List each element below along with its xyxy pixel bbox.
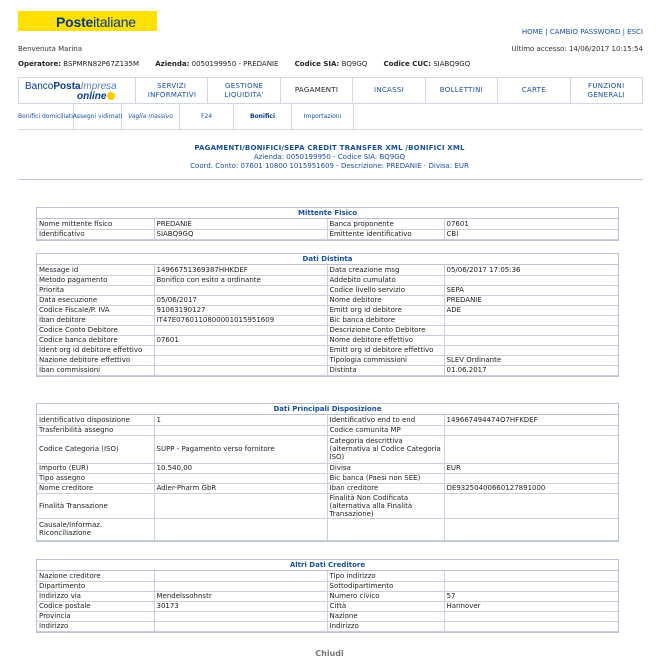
field-value: [154, 473, 327, 483]
table-row: [37, 275, 618, 285]
dati-distinta-panel: [36, 253, 619, 377]
menu-funzioni-generali[interactable]: [571, 78, 642, 103]
distinta-table: [37, 265, 618, 376]
operatore-label: Operatore:: [18, 60, 62, 68]
field-label: Bic banca debitore: [327, 315, 444, 325]
field-value: SUPP - Pagamento verso fornitore: [154, 435, 327, 463]
table-row: [37, 463, 618, 473]
table-row: [37, 591, 618, 601]
posteitaliane-logo: [18, 11, 157, 31]
esci-link[interactable]: ESCI: [627, 28, 643, 36]
field-value: Mendelssohnstr: [154, 591, 327, 601]
cuc-label: Codice CUC:: [383, 60, 431, 68]
page-subtitle-conto: Coord. Conto: 07601 10800 1015951609 - Descrizione: PREDANIE - Divisa: EUR: [190, 162, 469, 170]
field-value: [154, 325, 327, 335]
table-row: [37, 621, 618, 631]
field-value: ADE: [444, 305, 618, 315]
menu-servizi-informativi[interactable]: [136, 78, 208, 103]
field-value: 1: [154, 415, 327, 425]
field-value: [154, 365, 327, 375]
field-label: Identificativo end to end: [327, 415, 444, 425]
table-row: [37, 355, 618, 365]
menu-label: GESTIONE LIQUIDITA': [224, 81, 264, 99]
field-label: Distinta: [327, 365, 444, 375]
azienda-value: 0050199950 - PREDANIE: [191, 60, 279, 68]
field-value: 07601: [444, 219, 618, 229]
link-separator: |: [543, 28, 550, 36]
field-label: [327, 518, 444, 540]
field-value: 91063190127: [154, 305, 327, 315]
menu-label: CARTE: [521, 86, 546, 94]
field-value: [444, 518, 618, 540]
submenu-vaglia-massivo[interactable]: Vaglia massivo: [122, 104, 180, 129]
table-row: [37, 305, 618, 315]
field-value: EUR: [444, 463, 618, 473]
field-value: PREDANIE: [154, 219, 327, 229]
table-row: [37, 473, 618, 483]
field-label: Nazione: [327, 611, 444, 621]
field-value: [154, 425, 327, 435]
field-label: Divisa: [327, 463, 444, 473]
field-label: Bic banca (Paesi non SEE): [327, 473, 444, 483]
table-row: [37, 285, 618, 295]
field-label: Iban commissioni: [37, 365, 154, 375]
submenu-bonifici-domiciliati[interactable]: Bonifici domiciliati: [18, 104, 74, 129]
mittente-table: [37, 219, 618, 240]
disposizione-table: [37, 415, 618, 541]
field-value: SLEV Ordinante: [444, 355, 618, 365]
field-value: 05/06/2017: [154, 295, 327, 305]
field-value: [154, 493, 327, 518]
panel-title: Altri Dati Creditore: [37, 560, 618, 571]
field-label: Tipo assegno: [37, 473, 154, 483]
table-row: [37, 518, 618, 540]
field-label: Sottodipartimento: [327, 581, 444, 591]
field-label: Nome mittente fisico: [37, 219, 154, 229]
field-value: SEPA: [444, 285, 618, 295]
field-label: Banca proponente: [327, 219, 444, 229]
sub-menu: [18, 104, 643, 130]
field-value: 01.06.2017: [444, 365, 618, 375]
sia-label: Codice SIA:: [294, 60, 340, 68]
menu-gestione-liquidita[interactable]: [208, 78, 280, 103]
field-label: Emitt org id debitore effettivo: [327, 345, 444, 355]
field-value: 07601: [154, 335, 327, 345]
submenu-filler: [354, 104, 643, 129]
field-label: Dipartimento: [37, 581, 154, 591]
table-row: [37, 335, 618, 345]
table-row: [37, 295, 618, 305]
table-row: [37, 315, 618, 325]
table-row: [37, 415, 618, 425]
dati-disposizione-panel: [36, 403, 619, 542]
field-label: Causale/Informaz. Riconciliazione: [37, 518, 154, 540]
field-label: Tipologia commissioni: [327, 355, 444, 365]
altri-dati-creditore-panel: [36, 559, 619, 633]
bancoposta-impresa-online-logo: [19, 78, 136, 103]
brand-impresa: Impresa: [80, 81, 117, 92]
panel-title: Dati Distinta: [37, 254, 618, 265]
field-value: [444, 571, 618, 581]
creditore-table: [37, 571, 618, 632]
field-label: Codice Categoria (ISO): [37, 435, 154, 463]
table-row: [37, 571, 618, 581]
table-row: [37, 435, 618, 463]
submenu-importazioni[interactable]: Importazioni: [292, 104, 354, 129]
field-value: [444, 335, 618, 345]
field-label: Indirizzo: [37, 621, 154, 631]
menu-incassi[interactable]: [353, 78, 425, 103]
operator-line: [18, 60, 470, 68]
field-label: Indirizzo via: [37, 591, 154, 601]
sia-value: BQ9GQ: [341, 60, 368, 68]
field-value: [444, 621, 618, 631]
field-label: Data esecuzione: [37, 295, 154, 305]
field-value: [154, 621, 327, 631]
link-separator: |: [620, 28, 628, 36]
field-label: Nome debitore: [327, 295, 444, 305]
logo-text: [56, 14, 136, 30]
brand-online: online: [77, 91, 107, 102]
table-row: [37, 611, 618, 621]
table-row: [37, 601, 618, 611]
operatore-value: BSPMRN82P67Z135M: [63, 60, 139, 68]
table-row: [37, 365, 618, 375]
field-value: [154, 571, 327, 581]
menu-pagamenti[interactable]: [281, 78, 353, 103]
page-title: PAGAMENTI/BONIFICI/SEPA CREDIT TRANSFER XML /BONIFICI XML: [194, 144, 465, 152]
logo-text-light: italiane: [93, 14, 136, 30]
field-value: [444, 435, 618, 463]
field-value: PREDANIE: [444, 295, 618, 305]
field-label: Emitt org id debitore: [327, 305, 444, 315]
field-label: Descrizione Conto Debitore: [327, 325, 444, 335]
field-value: [154, 518, 327, 540]
field-value: [444, 611, 618, 621]
field-label: Codice Conto Debitore: [37, 325, 154, 335]
panel-title: Dati Principali Disposizione: [37, 404, 618, 415]
field-value: 05/06/2017 17:05:36: [444, 265, 618, 275]
field-label: Numero civico: [327, 591, 444, 601]
field-label: Emittente identificativo: [327, 229, 444, 239]
field-label: Codice comunita MP: [327, 425, 444, 435]
field-label: Nazione debitore effettivo: [37, 355, 154, 365]
brand-banco: Banco: [25, 81, 54, 92]
field-value: [444, 345, 618, 355]
logo-text-bold: Poste: [56, 14, 94, 30]
field-label: Codice Fiscale/P. IVA: [37, 305, 154, 315]
field-label: Città: [327, 601, 444, 611]
field-label: Addebito cumulato: [327, 275, 444, 285]
field-value: [444, 425, 618, 435]
field-value: [154, 581, 327, 591]
field-label: Identificativo: [37, 229, 154, 239]
field-value: 57: [444, 591, 618, 601]
field-value: SIABQ9GQ: [154, 229, 327, 239]
menu-label: BOLLETTINI: [439, 86, 483, 94]
submenu-bonifici[interactable]: Bonifici: [234, 104, 292, 129]
field-label: Codice postale: [37, 601, 154, 611]
field-label: Metodo pagamento: [37, 275, 154, 285]
field-value: Adler-Pharm GbR: [154, 483, 327, 493]
field-value: [444, 493, 618, 518]
page-subtitle-azienda: Azienda: 0050199950 - Codice SIA: BQ9GQ: [253, 153, 406, 161]
brand-line2: [77, 91, 115, 102]
last-access-text: Ultimo accesso: 14/06/2017 10:15:54: [511, 45, 643, 53]
field-value: [444, 473, 618, 483]
menu-label: FUNZIONI GENERALI: [587, 81, 625, 99]
field-value: [154, 355, 327, 365]
top-links: [522, 28, 643, 36]
field-value: Bonifico con esito a ordinante: [154, 275, 327, 285]
field-value: Hannover: [444, 601, 618, 611]
table-row: [37, 425, 618, 435]
panel-title: Mittente Fisico: [37, 208, 618, 219]
field-value: [444, 581, 618, 591]
table-row: [37, 493, 618, 518]
field-label: Nome creditore: [37, 483, 154, 493]
submenu-f24[interactable]: F24: [180, 104, 234, 129]
chiudi-button[interactable]: Chiudi: [315, 649, 344, 658]
field-value: 149667494474O7HFKDEF: [444, 415, 618, 425]
field-label: Codice banca debitore: [37, 335, 154, 345]
mittente-fisico-panel: [36, 207, 619, 241]
menu-carte[interactable]: [498, 78, 570, 103]
menu-bollettini[interactable]: [426, 78, 498, 103]
field-label: Finalità Non Codificata (alternativa alla Finalità Transazione): [327, 493, 444, 518]
field-label: Iban debitore: [37, 315, 154, 325]
table-row: [37, 581, 618, 591]
divider: [18, 179, 643, 180]
field-label: Identificativo disposizione: [37, 415, 154, 425]
field-label: Nome debitore effettivo: [327, 335, 444, 345]
field-value: IT47E0760110800001015951609: [154, 315, 327, 325]
cuc-value: SIABQ9GQ: [433, 60, 471, 68]
field-value: 10.540,00: [154, 463, 327, 473]
field-label: Tipo indirizzo: [327, 571, 444, 581]
field-value: [154, 611, 327, 621]
menu-label: INCASSI: [373, 86, 404, 94]
brand-posta: Posta: [53, 81, 81, 92]
field-value: CBI: [444, 229, 618, 239]
field-label: Priorita: [37, 285, 154, 295]
menu-label: SERVIZI INFORMATIVI: [147, 81, 197, 99]
brand-dot-icon: [107, 92, 115, 100]
field-label: Iban creditore: [327, 483, 444, 493]
field-value: [154, 285, 327, 295]
field-label: Categoria descrittiva (alternativa al Codice Categoria ISO): [327, 435, 444, 463]
table-row: [37, 265, 618, 275]
field-value: DE93250400660127891000: [444, 483, 618, 493]
field-label: Importo (EUR): [37, 463, 154, 473]
table-row: [37, 483, 618, 493]
submenu-assegni-vidimati[interactable]: Assegni vidimati: [74, 104, 122, 129]
table-row: [37, 229, 618, 239]
field-label: Message id: [37, 265, 154, 275]
table-row: [37, 325, 618, 335]
azienda-label: Azienda:: [155, 60, 190, 68]
field-value: 30173: [154, 601, 327, 611]
field-label: Ident org id debitore effettivo: [37, 345, 154, 355]
main-menu: [18, 77, 643, 104]
field-value: [154, 345, 327, 355]
field-label: Finalità Transazione: [37, 493, 154, 518]
field-label: Provincia: [37, 611, 154, 621]
field-value: [444, 315, 618, 325]
table-row: [37, 345, 618, 355]
field-label: Indirizzo: [327, 621, 444, 631]
menu-label: PAGAMENTI: [294, 85, 339, 94]
welcome-text: Benvenuta Marina: [18, 45, 83, 53]
field-value: 14966751369387HHKDEF: [154, 265, 327, 275]
cambio-password-link[interactable]: CAMBIO PASSWORD: [549, 28, 621, 36]
field-value: [444, 325, 618, 335]
table-row: [37, 219, 618, 229]
field-label: Data creazione msg: [327, 265, 444, 275]
field-label: Nazione creditore: [37, 571, 154, 581]
home-link[interactable]: HOME: [521, 28, 544, 36]
field-label: Trasferibilità assegno: [37, 425, 154, 435]
field-label: Codice livello servizio: [327, 285, 444, 295]
field-value: [444, 275, 618, 285]
